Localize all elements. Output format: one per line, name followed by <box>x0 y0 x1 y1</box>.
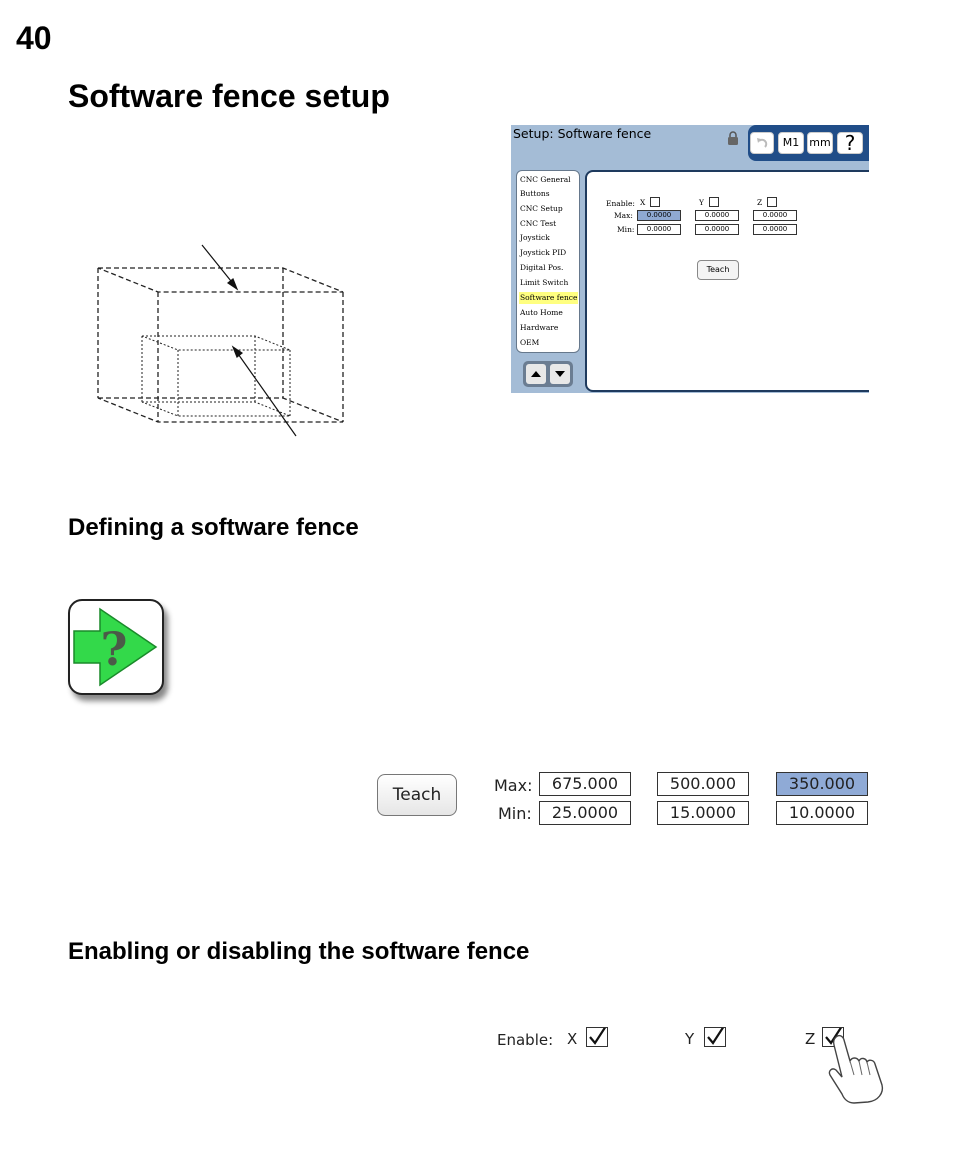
section-heading-defining: Defining a software fence <box>68 514 359 541</box>
x-enable-checkbox-checked[interactable] <box>586 1027 608 1047</box>
menu-item-hardware[interactable]: Hardware <box>520 323 559 332</box>
y-max-field[interactable]: 0.0000 <box>695 210 739 221</box>
outer-box-pointer-arrow <box>202 245 235 286</box>
setup-screen <box>511 125 869 393</box>
section-heading-enabling: Enabling or disabling the software fence <box>68 938 530 965</box>
inner-box-pointer-arrow <box>236 351 296 436</box>
menu-item-software-fence[interactable]: Software fence <box>520 293 578 302</box>
teach-button-small[interactable]: Teach <box>697 260 739 280</box>
max-label: Max: <box>614 211 633 220</box>
triangle-down-icon <box>550 364 570 384</box>
x-axis-label: X <box>640 198 646 207</box>
svg-text:?: ? <box>100 622 128 676</box>
m1-button[interactable]: M1 <box>778 132 804 154</box>
y-min-value-field[interactable]: 15.0000 <box>657 801 749 825</box>
mm-button[interactable]: mm <box>807 132 833 154</box>
min-label: Min: <box>617 225 635 234</box>
y-enable-label: Y <box>685 1030 695 1048</box>
menu-item-digital-pos[interactable]: Digital Pos. <box>520 263 564 272</box>
x-enable-checkbox[interactable] <box>650 197 660 207</box>
menu-item-cnc-test[interactable]: CNC Test <box>520 219 557 228</box>
menu-item-oem[interactable]: OEM <box>520 338 540 347</box>
x-enable-label: X <box>567 1030 578 1048</box>
y-max-value-field[interactable]: 500.000 <box>657 772 749 796</box>
menu-item-joystick[interactable]: Joystick <box>520 233 550 242</box>
menu-item-limit-switch[interactable]: Limit Switch <box>520 278 569 287</box>
z-min-value-field[interactable]: 10.0000 <box>776 801 868 825</box>
setup-menu <box>516 170 580 353</box>
checkmark-icon <box>705 1028 725 1046</box>
undo-button[interactable] <box>750 132 774 154</box>
teach-button[interactable]: Teach <box>377 774 457 816</box>
scroll-down-button[interactable] <box>550 364 570 384</box>
pointing-hand-icon <box>826 1033 888 1105</box>
toolbar <box>748 125 869 161</box>
help-button[interactable]: ? <box>837 132 863 154</box>
triangle-up-icon <box>526 364 546 384</box>
z-enable-label: Z <box>805 1030 816 1048</box>
y-axis-label: Y <box>699 198 704 207</box>
outer-fence-box <box>98 268 343 422</box>
page-title: Software fence setup <box>68 78 390 114</box>
z-max-field[interactable]: 0.0000 <box>753 210 797 221</box>
z-max-value-field[interactable]: 350.000 <box>776 772 868 796</box>
z-min-field[interactable]: 0.0000 <box>753 224 797 235</box>
y-enable-checkbox-checked[interactable] <box>704 1027 726 1047</box>
menu-scroll-controls <box>523 361 573 387</box>
enable-label: Enable: <box>606 199 635 208</box>
x-max-field[interactable]: 0.0000 <box>637 210 681 221</box>
page-number: 40 <box>16 20 52 56</box>
min-label-large: Min: <box>498 804 532 823</box>
menu-item-auto-home[interactable]: Auto Home <box>520 308 563 317</box>
lock-icon[interactable] <box>727 131 739 145</box>
menu-item-cnc-general[interactable]: CNC General <box>520 175 571 184</box>
y-min-field[interactable]: 0.0000 <box>695 224 739 235</box>
z-axis-label: Z <box>757 198 763 207</box>
help-arrow-icon <box>68 599 164 695</box>
question-arrow-icon <box>70 601 162 693</box>
x-min-field[interactable]: 0.0000 <box>637 224 681 235</box>
y-enable-checkbox[interactable] <box>709 197 719 207</box>
scroll-up-button[interactable] <box>526 364 546 384</box>
z-enable-checkbox[interactable] <box>767 197 777 207</box>
x-max-value-field[interactable]: 675.000 <box>539 772 631 796</box>
menu-item-cnc-setup[interactable]: CNC Setup <box>520 204 563 213</box>
screen-title: Setup: Software fence <box>513 126 652 141</box>
inner-fence-box <box>142 336 290 416</box>
menu-item-buttons[interactable]: Buttons <box>520 189 550 198</box>
enable-label-large: Enable: <box>497 1031 554 1049</box>
undo-icon <box>754 135 770 151</box>
fence-box-diagram <box>90 240 360 440</box>
menu-item-joystick-pid[interactable]: Joystick PID <box>520 248 567 257</box>
x-min-value-field[interactable]: 25.0000 <box>539 801 631 825</box>
max-label-large: Max: <box>494 776 533 795</box>
fence-settings-panel <box>585 170 869 392</box>
checkmark-icon <box>587 1028 607 1046</box>
